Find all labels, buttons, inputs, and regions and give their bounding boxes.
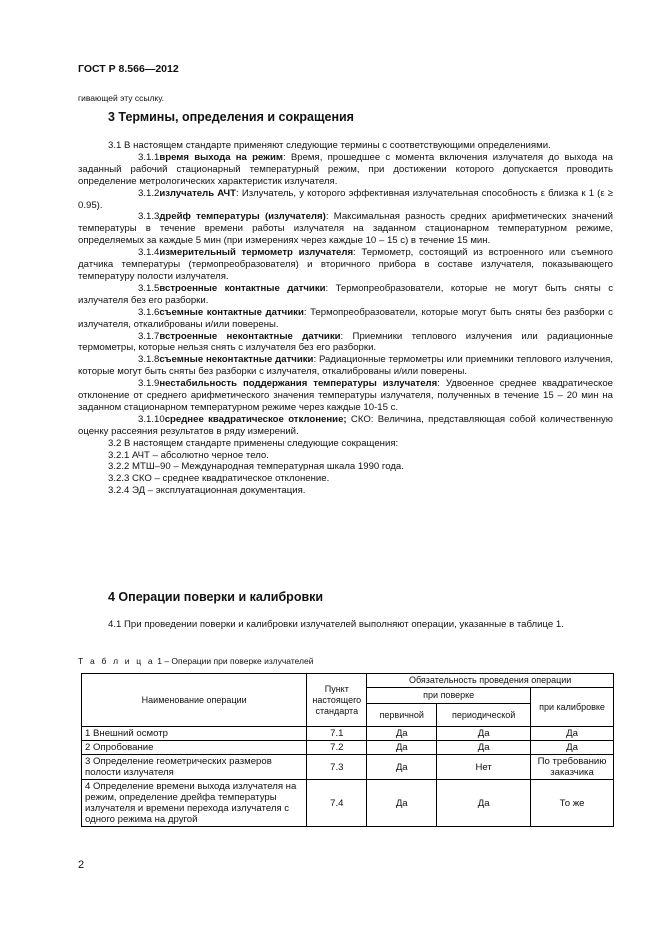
term-number: 3.1.6: [138, 306, 160, 318]
section-3-body: [78, 140, 613, 497]
section-4-title: 4 Операции поверки и калибровки: [108, 590, 324, 604]
term-name: измерительный термометр излучателя: [159, 247, 354, 259]
table-header-row: [82, 674, 614, 688]
term-definition: : Радиационные термометры или приемники теплового излучения, которые могут быть сняты без разборки с излучателя, откалиброваны и/или поверены.: [78, 354, 613, 378]
table-caption-label: Т а б л и ц а: [78, 656, 155, 666]
term-definition: : Время, прошедшее с момента включения излучателя до выхода на заданный рабочий стационарный температурный режим, при достижении которого допускается проводить определение метрологических характеристик излучателя.: [78, 151, 613, 187]
term-name: нестабильность поддержания температуры излучателя: [159, 378, 438, 390]
term-entry: [78, 331, 613, 355]
term-entry: [78, 152, 613, 188]
cell-clause: 7.4: [307, 780, 367, 827]
term-number: 3.1.10: [138, 413, 165, 425]
term-number: 3.1.4: [138, 247, 160, 259]
continuation-text: гивающей эту ссылку.: [78, 93, 165, 103]
header-obligation: Обязательность проведения операции: [367, 674, 614, 688]
cell-clause: 7.2: [307, 741, 367, 755]
term-entry: [78, 211, 613, 247]
term-entry: [78, 307, 613, 331]
term-name: встроенные контактные датчики: [159, 282, 326, 294]
term-definition: : Излучатель, у которого эффективная излучательная способность ε близка к 1 (ε ≥ 0.95).: [78, 187, 613, 211]
term-entry: [78, 188, 613, 212]
term-number: 3.1.1: [138, 151, 160, 163]
table-row: [82, 727, 614, 741]
cell-name: 3 Определение геометрических размеров полости излучателя: [82, 755, 307, 780]
cell-periodic: Да: [437, 741, 531, 755]
table-body: [82, 727, 614, 827]
term-entry: [78, 354, 613, 378]
cell-calibration: То же: [531, 780, 614, 827]
term-number: 3.1.7: [138, 330, 160, 342]
page-number: 2: [78, 859, 85, 871]
term-definition: : Термометр, состоящий из встроенного или съемного датчика температуры (термопреобразователя) и вторичного прибора в составе излучателя, показывающего температуру полости излучателя.: [78, 247, 613, 282]
cell-clause: 7.1: [307, 727, 367, 741]
section-4-body: [78, 619, 613, 631]
header-clause: Пункт настоящего стандарта: [307, 674, 367, 727]
term-definition: : Максимальная разность средних арифметических значений температуры в течение времени работы излучателя на заданном стационарном температурном режиме, определяемых за каждые 5 мин (при измерениях через каждые 10 – 15 с) в течение 15 мин.: [78, 211, 613, 247]
abbr-item: 3.2.1 АЧТ – абсолютно черное тело.: [108, 449, 269, 461]
table-row: [82, 780, 614, 827]
cell-primary: Да: [367, 755, 437, 780]
term-definition: : Термопреобразователи, которые могут быть сняты без разборки с излучателя, откалиброваны и/или поверены.: [78, 306, 613, 330]
term-entry: [78, 414, 613, 438]
term-name: встроенные неконтактные датчики: [159, 330, 341, 342]
cell-periodic: Да: [437, 727, 531, 741]
standard-header: ГОСТ Р 8.566—2012: [78, 63, 179, 75]
term-number: 3.1.8: [138, 354, 160, 366]
cell-name: 4 Определение времени выхода излучателя на режим, определение дрейфа температуры излучателя и времени перехода излучателя с одного режима на другой: [82, 780, 307, 827]
abbr-item: 3.2.3 СКО – среднее квадратическое отклонение.: [108, 473, 330, 485]
term-name: время выхода на режим: [159, 151, 283, 163]
cell-primary: Да: [367, 727, 437, 741]
term-name: излучатель АЧТ: [159, 187, 237, 199]
term-number: 3.1.2: [138, 187, 160, 199]
table-caption: [78, 656, 314, 666]
table-row: [82, 755, 614, 780]
term-number: 3.1.9: [138, 378, 160, 390]
abbr-intro: 3.2 В настоящем стандарте применены следующие сокращения:: [108, 437, 399, 449]
table-row: [82, 741, 614, 755]
header-periodic: периодической: [437, 704, 531, 727]
cell-name: 2 Опробование: [82, 741, 307, 755]
operations-table: [81, 673, 614, 827]
term-definition: СКО: Величина, представляющая собой количественную оценку рассеяния результатов в ряду измерений.: [78, 413, 613, 437]
cell-primary: Да: [367, 780, 437, 827]
term-entry: [78, 378, 613, 414]
cell-name: 1 Внешний осмотр: [82, 727, 307, 741]
cell-calibration: Да: [531, 741, 614, 755]
section-3-intro: 3.1 В настоящем стандарте применяют следующие термины с соответствующими определениями.: [108, 140, 551, 151]
cell-periodic: Да: [437, 780, 531, 827]
term-name: съемные неконтактные датчики: [159, 354, 314, 366]
section-4-intro: 4.1 При проведении поверки и калибровки излучателей выполняют операции, указанные в таблице 1.: [108, 619, 564, 630]
term-definition: : Приемники теплового излучения или радиационные термометры, которые нельзя снять с излучателя без его разборки.: [78, 330, 614, 354]
term-number: 3.1.5: [138, 282, 160, 294]
term-entry: [78, 247, 613, 283]
section-3-title: 3 Термины, определения и сокращения: [108, 110, 354, 124]
cell-calibration: Да: [531, 727, 614, 741]
abbr-item: 3.2.4 ЭД – эксплуатационная документация.: [108, 485, 306, 497]
cell-primary: Да: [367, 741, 437, 755]
header-verification: при поверке: [367, 688, 531, 704]
term-name: дрейф температуры (излучателя): [159, 211, 326, 223]
term-definition: : Удвоенное среднее квадратическое отклонение от среднего арифметического значения температуры излучателя, полученных в течение 15 – 20 мин на заданном стационарном температурном режиме через каждые 10-15 с.: [78, 378, 613, 413]
cell-periodic: Нет: [437, 755, 531, 780]
term-name: среднее квадратическое отклонение;: [164, 413, 347, 425]
header-name: Наименование операции: [82, 674, 307, 727]
term-definition: : Термопреобразователи, которые не могут быть сняты с излучателя без его разборки.: [78, 282, 613, 306]
cell-clause: 7.3: [307, 755, 367, 780]
header-primary: первичной: [367, 704, 437, 727]
header-calibration: при калибровке: [531, 688, 614, 727]
term-entry: [78, 283, 613, 307]
table-caption-text: 1 – Операции при поверке излучателей: [154, 656, 314, 666]
term-name: съемные контактные датчики: [159, 306, 304, 318]
term-number: 3.1.3: [138, 211, 160, 223]
cell-calibration: По требованию заказчика: [531, 755, 614, 780]
terms-list: [78, 152, 613, 438]
abbr-item: 3.2.2 МТШ–90 – Международная температурная шкала 1990 года.: [108, 461, 404, 473]
